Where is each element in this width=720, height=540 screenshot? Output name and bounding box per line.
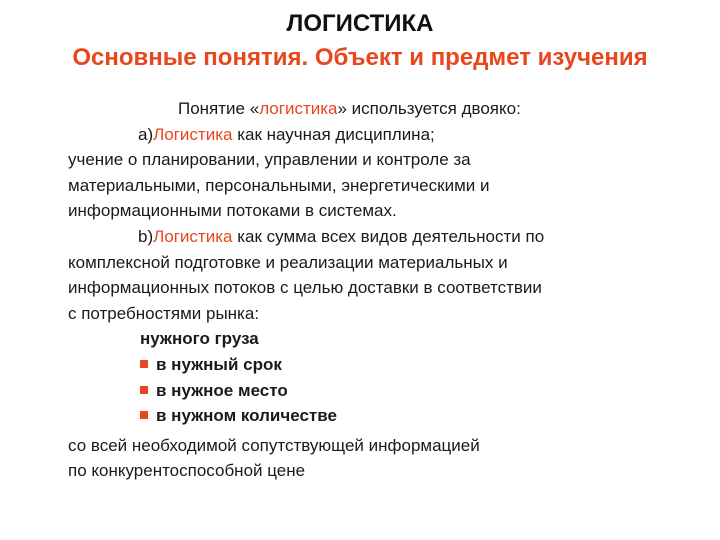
list-item — [68, 352, 688, 378]
definition-b-line: информационных потоков с целью доставки в соответствии — [68, 278, 542, 298]
square-bullet-icon — [140, 386, 148, 394]
list-first-item: нужного груза — [140, 329, 259, 349]
intro-after: » используется двояко: — [337, 99, 521, 118]
definition-a-rest: как научная дисциплина; — [232, 124, 435, 144]
definition-b-prefix: b) — [138, 226, 154, 246]
list-item-label: в нужное место — [156, 380, 288, 400]
closing-line: по конкурентоспособной цене — [68, 461, 306, 481]
definition-b-rest: как сумма всех видов деятельности по — [232, 226, 545, 246]
definition-a-line: учение о планировании, управлении и контроле за — [68, 150, 471, 170]
list-item-label: в нужный срок — [156, 354, 282, 374]
slide-body — [68, 96, 688, 484]
list-item — [68, 378, 688, 404]
definition-a-line: информационными потоками в системах. — [68, 201, 397, 221]
definition-b-term: Логистика — [153, 226, 233, 246]
definition-a-heading — [68, 122, 688, 148]
list-item-label: в нужном количестве — [156, 406, 337, 426]
slide-subtitle: Основные понятия. Объект и предмет изучения — [72, 44, 648, 71]
definition-a-term: Логистика — [153, 124, 233, 144]
square-bullet-icon — [140, 360, 148, 368]
definition-a-prefix: а) — [138, 124, 154, 144]
intro-term: логистика — [259, 99, 338, 118]
definition-a-line: материальными, персональными, энергетическими и — [68, 175, 490, 195]
definition-b-line: комплексной подготовке и реализации материальных и — [68, 252, 508, 272]
definition-b-heading — [68, 224, 688, 250]
closing-line: со всей необходимой сопутствующей информацией — [68, 435, 480, 455]
slide-title: ЛОГИСТИКА — [286, 10, 434, 37]
intro-line — [68, 96, 688, 122]
list-item — [68, 403, 688, 429]
square-bullet-icon — [140, 411, 148, 419]
definition-b-line: с потребностями рынка: — [68, 303, 260, 323]
intro-before: Понятие « — [178, 99, 260, 118]
